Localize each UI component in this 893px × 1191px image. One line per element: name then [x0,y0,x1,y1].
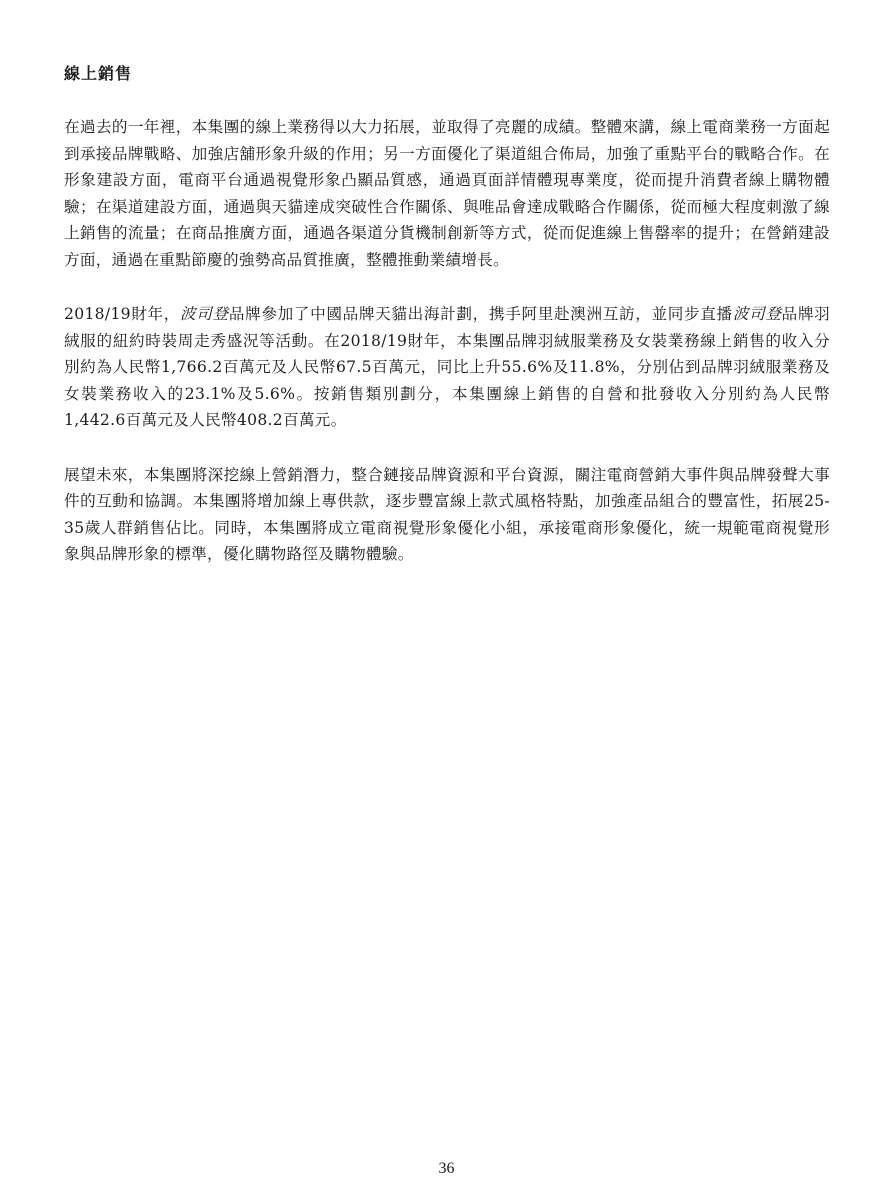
page-number: 36 [438,1160,455,1177]
paragraph-outlook: 展望未來，本集團將深挖線上營銷潛力，整合鏈接品牌資源和平台資源，關注電商營銷大事件與品牌發聲大事件的互動和協調。本集團將增加線上專供款，逐步豐富線上款式風格特點，加強產品組合的豐富性，拓展25-35歲人群銷售佔比。同時，本集團將成立電商視覺形象優化小組，承接電商形象優化，統一規範電商視覺形象與品牌形象的標準，優化購物路徑及購物體驗。 [64,465,830,563]
paragraph-results [64,301,830,434]
paragraph-results-text-3: 品牌羽絨服的紐約時裝周走秀盛況等活動。在2018/19財年，本集團品牌羽絨服業務及女裝業務線上銷售的收入分別約為人民幣1,766.2百萬元及人民幣67.5百萬元，同比上升55.6%及11.8%，分別佔到品牌羽絨服業務及女裝業務收入的23.1%及5.6%。按銷售類別劃分，本集團線上銷售的自營和批發收入分別約為人民幣1,442.6百萬元及人民幣408.2百萬元。 [64,305,831,429]
brand-name-bosideng: 波司登 [732,305,782,323]
paragraph-results-text-2: 品牌參加了中國品牌天貓出海計劃，携手阿里赴澳洲互訪，並同步直播 [228,305,733,323]
brand-name-bosideng: 波司登 [180,305,229,323]
section-title: 線上銷售 [64,64,133,83]
document-page [64,62,830,596]
paragraph-overview: 在過去的一年裡，本集團的線上業務得以大力拓展，並取得了亮麗的成績。整體來講，線上電商業務一方面起到承接品牌戰略、加強店舖形象升級的作用；另一方面優化了渠道組合佈局，加強了重點平台的戰略合作。在形象建設方面，電商平台通過視覺形象凸顯品質感，通過頁面詳情體現專業度，從而提升消費者線上購物體驗；在渠道建設方面，通過與天貓達成突破性合作關係、與唯品會達成戰略合作關係，從而極大程度刺激了線上銷售的流量；在商品推廣方面，通過各渠道分貨機制創新等方式，從而促進線上售罄率的提升；在營銷建設方面，通過在重點節慶的強勢高品質推廣，整體推動業績增長。 [64,118,830,269]
paragraph-results-text-1: 2018/19財年， [64,305,181,323]
